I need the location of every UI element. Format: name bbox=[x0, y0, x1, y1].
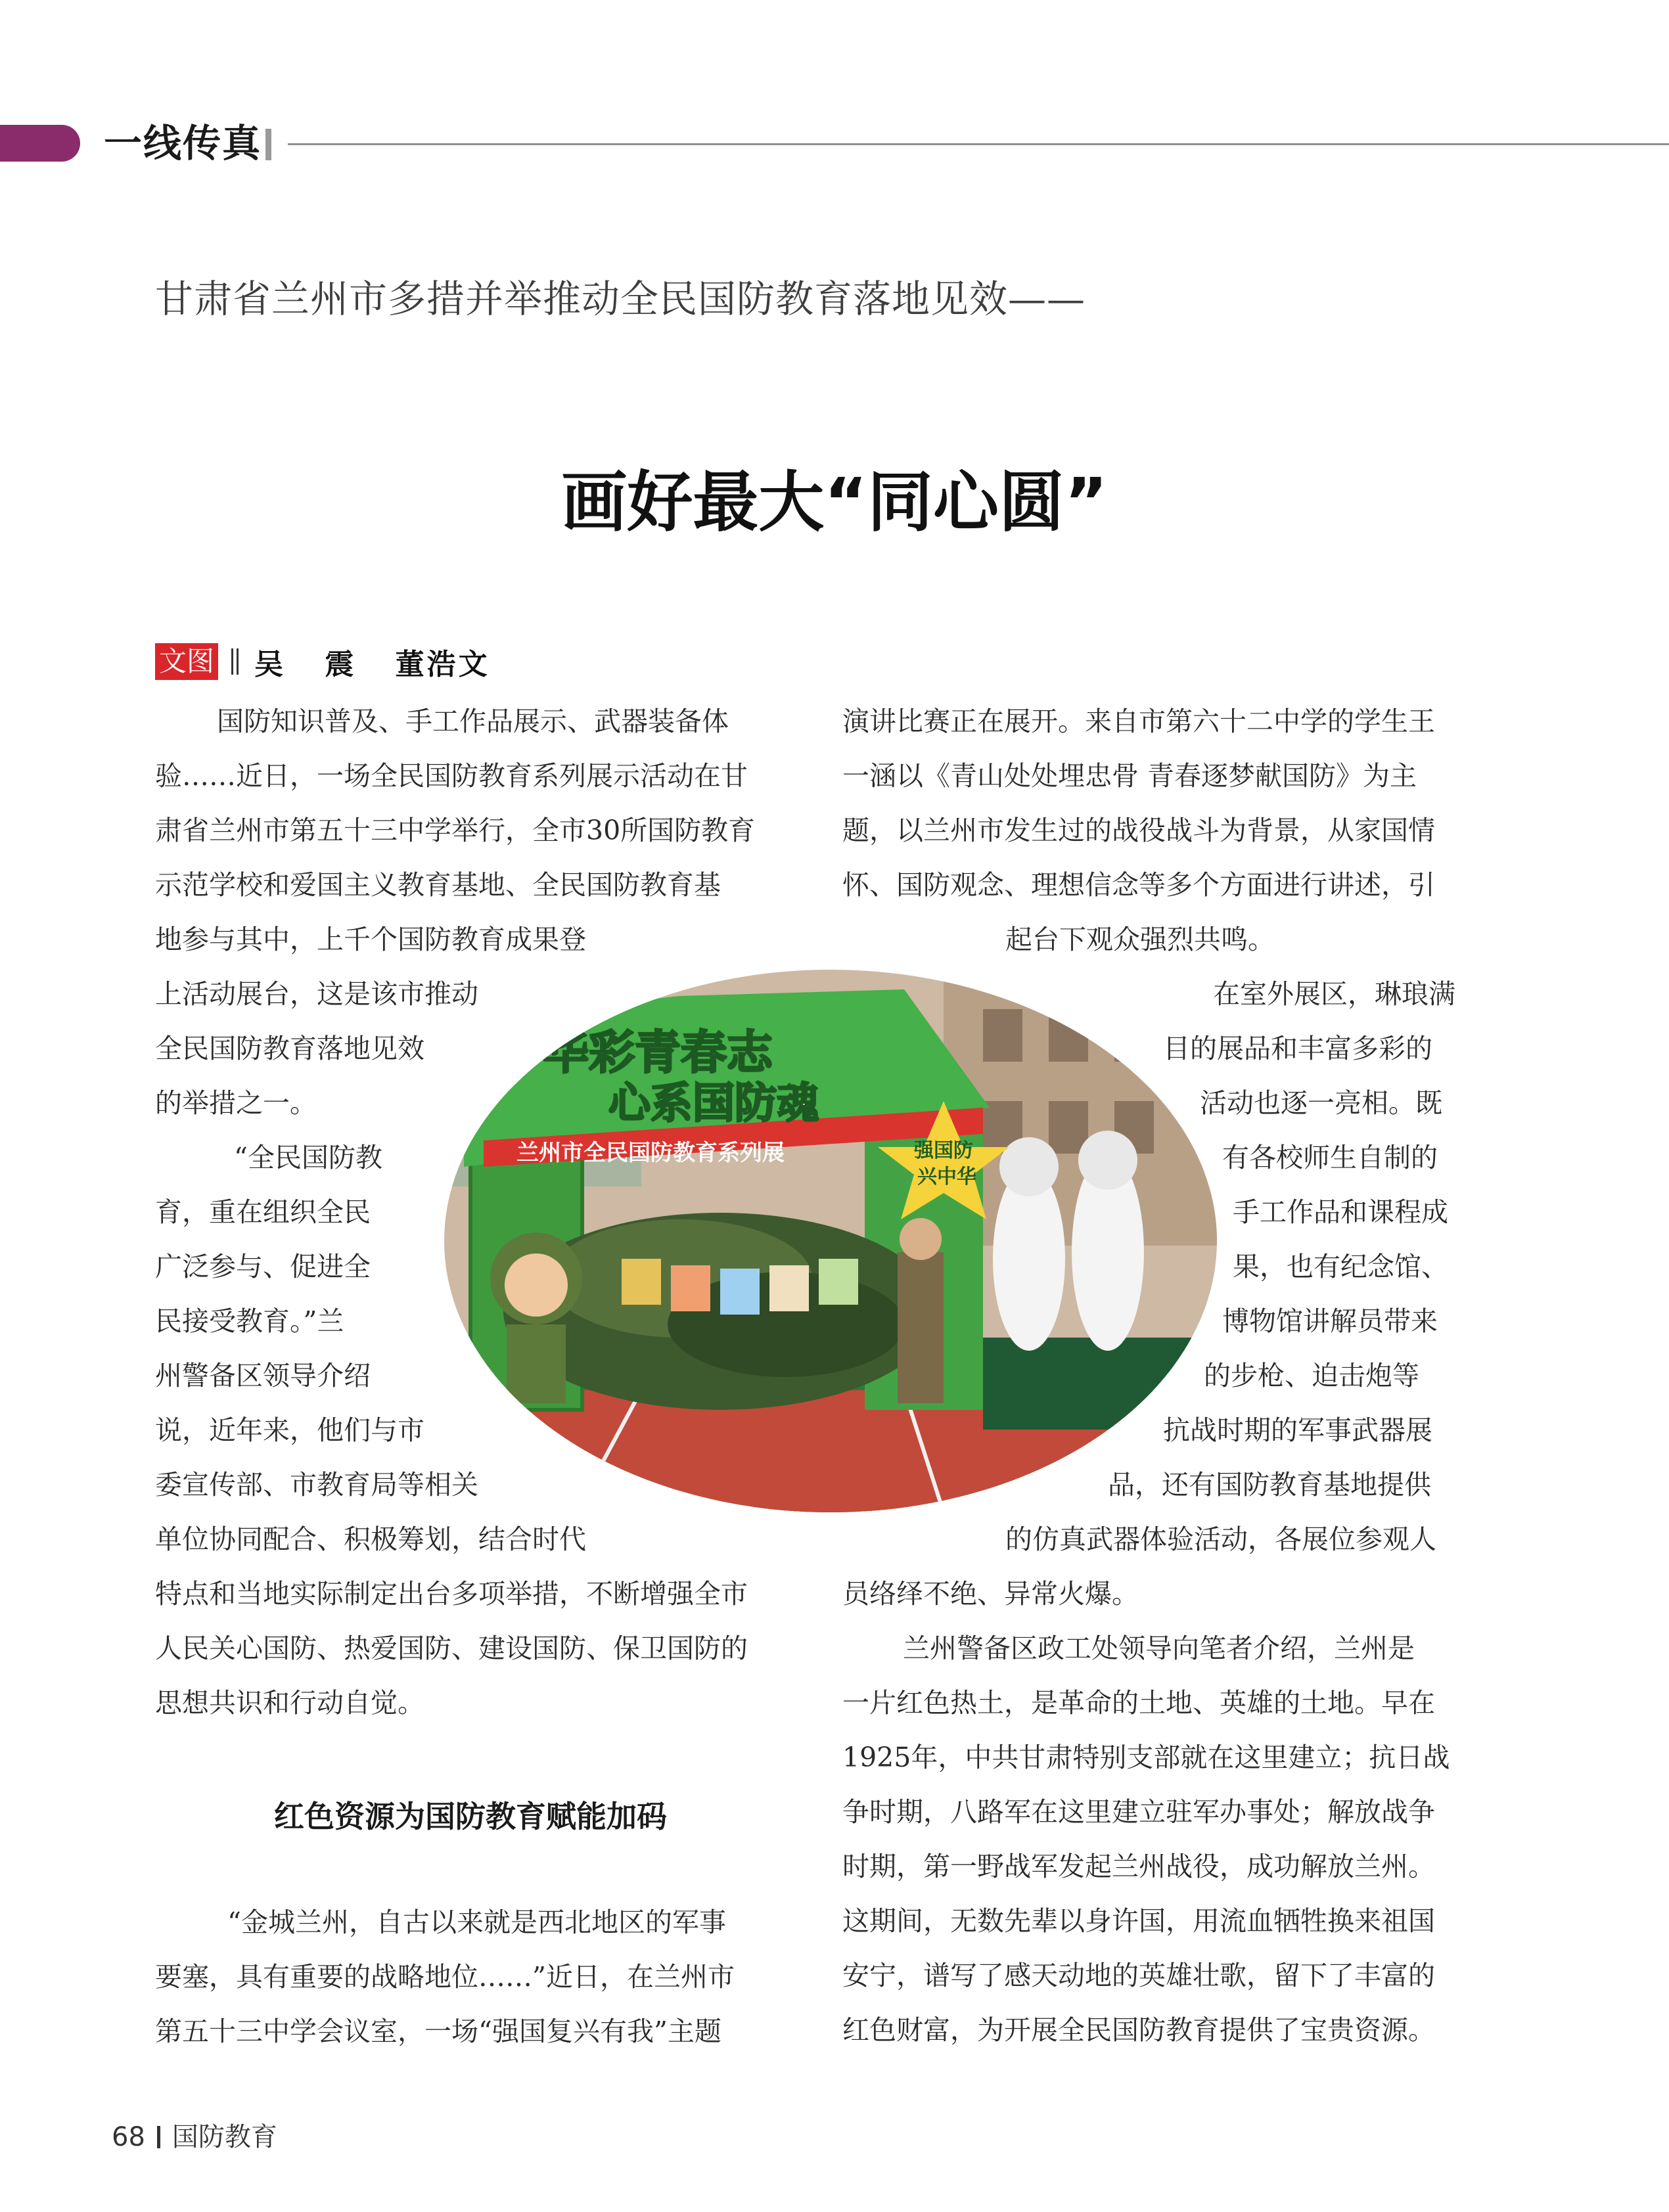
exhibition-photo bbox=[444, 970, 1217, 1512]
byline bbox=[155, 641, 490, 683]
magazine-name: 国防教育 bbox=[171, 2122, 277, 2152]
section-color-tab bbox=[0, 125, 80, 162]
body-text-line: 兰州警备区政工处领导向笔者介绍，兰州是 bbox=[903, 1633, 1415, 1664]
body-text-line: 手工作品和课程成 bbox=[1233, 1196, 1448, 1228]
article-title: 画好最大“同心圆” bbox=[561, 464, 1108, 541]
body-text-line: 的仿真武器体验活动，各展位参观人 bbox=[1005, 1524, 1436, 1555]
body-text-line: 育，重在组织全民 bbox=[155, 1196, 371, 1228]
body-text-line: 题，以兰州市发生过的战役战斗为背景，从家国情 bbox=[842, 815, 1435, 846]
body-text-line: 单位协同配合、积极筹划，结合时代 bbox=[155, 1524, 586, 1555]
body-text-line: 这期间，无数先辈以身许国，用流血牺牲换来祖国 bbox=[842, 1905, 1435, 1937]
body-text-line: 起台下观众强烈共鸣。 bbox=[1005, 924, 1275, 955]
body-text-line: 特点和当地实际制定出台多项举措，不断增强全市 bbox=[155, 1578, 748, 1610]
exhibition-photo-illustration bbox=[444, 970, 1217, 1512]
body-text-line: 果，也有纪念馆、 bbox=[1233, 1251, 1448, 1282]
body-text-line: 演讲比赛正在展开。来自市第六十二中学的学生王 bbox=[842, 706, 1435, 737]
photo-star-text-2: 兴中华 bbox=[917, 1165, 976, 1188]
body-text-line: 思想共识和行动自觉。 bbox=[155, 1687, 424, 1719]
page-footer bbox=[112, 2119, 277, 2156]
body-text-line: 的步枪、迫击炮等 bbox=[1204, 1360, 1419, 1391]
body-text-line: 品，还有国防教育基地提供 bbox=[1108, 1469, 1431, 1501]
body-text-line: 活动也逐一亮相。既 bbox=[1200, 1087, 1442, 1119]
body-text-line: 广泛参与、促进全 bbox=[155, 1251, 371, 1282]
body-text-line: 国防知识普及、手工作品展示、武器装备体 bbox=[217, 706, 729, 737]
body-text-line: 博物馆讲解员带来 bbox=[1222, 1305, 1438, 1337]
body-text-line: 1925年，中共甘肃特别支部就在这里建立；抗日战 bbox=[842, 1742, 1450, 1773]
byline-separator bbox=[231, 648, 239, 675]
body-text-line: 肃省兰州市第五十三中学举行，全市30所国防教育 bbox=[155, 815, 756, 846]
body-text-line: 争时期，八路军在这里建立驻军办事处；解放战争 bbox=[842, 1796, 1435, 1828]
body-text-line: 州警备区领导介绍 bbox=[155, 1360, 371, 1391]
body-text-line: 怀、国防观念、理想信念等多个方面进行讲述，引 bbox=[842, 869, 1435, 901]
body-text-line: 员络绎不绝、异常火爆。 bbox=[842, 1578, 1139, 1610]
header-rule bbox=[288, 143, 1669, 145]
section-label: 一线传真 bbox=[104, 121, 262, 166]
body-text-line: 一涵以《青山处处埋忠骨 青春逐梦献国防》为主 bbox=[842, 760, 1417, 792]
body-text-line: 抗战时期的军事武器展 bbox=[1163, 1414, 1432, 1446]
article-subtitle: 甘肃省兰州市多措并举推动全民国防教育落地见效—— bbox=[155, 277, 1086, 321]
photo-arch-text-2: 心系国防魂 bbox=[608, 1079, 819, 1128]
page-number: 68 bbox=[112, 2122, 145, 2152]
section-heading: 红色资源为国防教育赋能加码 bbox=[274, 1799, 667, 1834]
photo-arch-text-1: 华彩青春志 bbox=[543, 1026, 773, 1079]
body-text-line: 上活动展台，这是该市推动 bbox=[155, 978, 478, 1010]
body-text-line: 在室外展区，琳琅满 bbox=[1213, 978, 1455, 1010]
byline-tag: 文图 bbox=[155, 643, 218, 680]
body-text-line: 一片红色热土，是革命的土地、英雄的土地。早在 bbox=[842, 1687, 1435, 1719]
body-text-line: 红色财富，为开展全民国防教育提供了宝贵资源。 bbox=[842, 2014, 1435, 2046]
body-text-line: 民接受教育。”兰 bbox=[155, 1305, 344, 1337]
footer-divider bbox=[157, 2126, 160, 2148]
body-text-line: “全民国防教 bbox=[234, 1142, 382, 1173]
body-text-line: 有各校师生自制的 bbox=[1222, 1142, 1438, 1173]
body-text-line: 示范学校和爱国主义教育基地、全民国防教育基 bbox=[155, 869, 721, 901]
body-text-line: 人民关心国防、热爱国防、建设国防、保卫国防的 bbox=[155, 1633, 748, 1664]
body-text-line: 验……近日，一场全民国防教育系列展示活动在甘 bbox=[155, 760, 748, 792]
body-text-line: 安宁，谱写了感天动地的英雄壮歌，留下了丰富的 bbox=[842, 1960, 1435, 1991]
byline-authors: 吴 震 董浩文 bbox=[254, 648, 490, 681]
body-text-line: 目的展品和丰富多彩的 bbox=[1163, 1033, 1432, 1064]
body-text-line: 第五十三中学会议室，一场“强国复兴有我”主题 bbox=[155, 2016, 721, 2047]
body-text-line: “金城兰州，自古以来就是西北地区的军事 bbox=[227, 1907, 726, 1938]
body-text-line: 委宣传部、市教育局等相关 bbox=[155, 1469, 478, 1501]
body-text-line: 的举措之一。 bbox=[155, 1087, 317, 1119]
photo-banner-text: 兰州市全民国防教育系列展 bbox=[516, 1140, 785, 1166]
body-text-line: 地参与其中，上千个国防教育成果登 bbox=[155, 924, 586, 955]
body-text-line: 说，近年来，他们与市 bbox=[155, 1414, 424, 1446]
body-text-line: 全民国防教育落地见效 bbox=[155, 1033, 424, 1064]
section-divider-bar bbox=[265, 129, 271, 160]
photo-star-text-1: 强国防 bbox=[914, 1139, 973, 1162]
body-text-line: 要塞，具有重要的战略地位……”近日，在兰州市 bbox=[155, 1961, 735, 1993]
body-text-line: 时期，第一野战军发起兰州战役，成功解放兰州。 bbox=[842, 1851, 1435, 1882]
